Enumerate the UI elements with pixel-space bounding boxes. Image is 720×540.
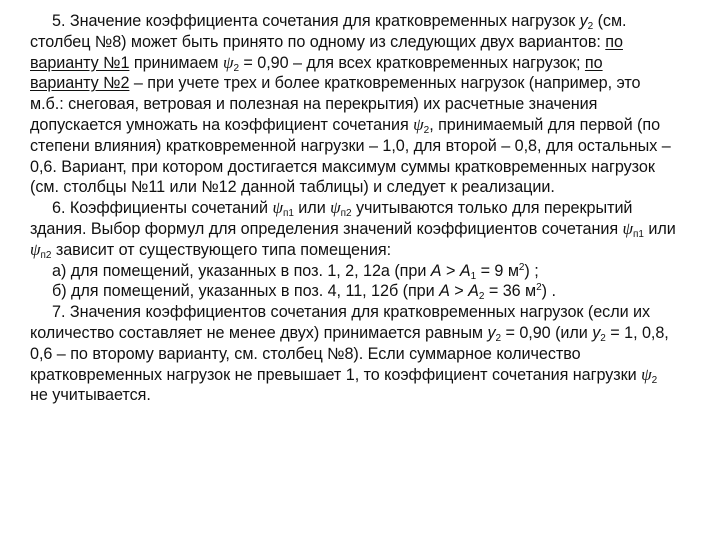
subscript: 2 <box>600 332 606 344</box>
symbol-psi: ψ <box>272 198 283 218</box>
text-run: – при учете трех и более кратковременных нагрузок (например, это <box>129 74 641 93</box>
symbol-y: у <box>579 12 588 30</box>
text-run: 0,6 – по второму варианту, см. столбец №8). Если суммарное количество <box>30 344 581 363</box>
text-run: 6. Коэффициенты сочетаний <box>52 199 273 218</box>
text-line <box>30 198 702 219</box>
symbol-psi: ψ <box>413 114 424 134</box>
text-run: не учитывается. <box>30 386 151 405</box>
text-run: кратковременных нагрузок не превышает 1, то коэффициент сочетания нагрузки <box>30 365 642 384</box>
symbol-psi: ψ <box>330 198 341 218</box>
underlined-text: варианту №1 <box>30 53 130 72</box>
text-run: 7. Значения коэффициентов сочетания для кратковременных нагрузок (если их <box>52 303 651 322</box>
text-run: а) для помещений, указанных в поз. 1, 2, 12а (при <box>52 261 431 280</box>
symbol-a: A <box>430 261 442 280</box>
subscript: 2 <box>233 62 239 74</box>
subscript: п2 <box>340 208 352 220</box>
text-line <box>30 240 702 261</box>
subscript: 2 <box>423 124 430 136</box>
text-line <box>30 385 702 406</box>
text-run: ) ; <box>524 261 539 280</box>
superscript: 2 <box>536 282 542 294</box>
text-run: количество составляет не менее двух) принимается равным <box>30 323 488 342</box>
text-line <box>30 302 702 323</box>
text-line <box>30 53 702 74</box>
underlined-text: по <box>605 32 623 51</box>
text-run: м.б.: снеговая, ветровая и полезная на перекрытия) их расчетные значения <box>30 95 598 114</box>
text-line <box>30 136 702 157</box>
text-line <box>30 344 702 365</box>
text-run: столбец №8) может быть принято по одному из следующих двух вариантов: <box>30 32 606 51</box>
symbol-a: A <box>459 261 471 280</box>
text-run: принимаем <box>129 53 223 72</box>
symbol-psi: ψ <box>30 239 41 259</box>
text-run: зависит от существующего типа помещения: <box>51 240 392 259</box>
symbol-psi: ψ <box>622 218 634 238</box>
text-line <box>30 115 702 136</box>
subscript: 1 <box>470 270 477 282</box>
text-line <box>30 261 702 282</box>
text-run: , принимаемый для первой (по <box>429 115 661 134</box>
subscript: 2 <box>478 291 485 303</box>
subscript: 2 <box>495 332 502 344</box>
text-run: = 36 м <box>484 282 537 301</box>
text-run: степени влияния) кратковременной нагрузки – 1,0, для второй – 0,8, для остальных – <box>30 136 671 155</box>
text-run: (см. <box>593 12 627 30</box>
symbol-psi: ψ <box>641 364 652 384</box>
text-line <box>30 73 702 94</box>
text-run: = 0,90 (или <box>501 323 593 342</box>
text-run: 0,6. Вариант, при котором достигается максимум суммы кратковременных нагрузок <box>30 157 655 176</box>
text-run: 5. Значение коэффициента сочетания для кратковременных нагрузок <box>52 12 580 30</box>
text-run: или <box>643 219 676 238</box>
subscript: 2 <box>587 21 594 32</box>
text-line <box>30 94 702 115</box>
text-run: б) для помещений, указанных в поз. 4, 11, 12б (при <box>52 282 440 301</box>
subscript: п1 <box>282 208 294 220</box>
text-run: > <box>449 282 469 301</box>
symbol-y: у <box>592 323 601 342</box>
text-run: или <box>293 199 331 218</box>
text-run: > <box>441 261 460 280</box>
text-run: допускается умножать на коэффициент сочетания <box>30 115 414 134</box>
text-run: ) . <box>541 282 556 301</box>
symbol-psi: ψ <box>222 52 234 72</box>
text-line <box>30 323 702 344</box>
text-line <box>30 219 702 240</box>
text-line <box>30 32 702 53</box>
text-run: (см. столбцы №11 или №12 данной таблицы) и следует к реализации. <box>30 178 555 197</box>
text-run: учитываются только для перекрытий <box>351 199 633 218</box>
underlined-text: варианту №2 <box>30 74 130 93</box>
text-line <box>30 365 702 386</box>
text-line <box>30 177 702 198</box>
text-line <box>30 157 702 178</box>
symbol-y: у <box>487 323 496 342</box>
subscript: 2 <box>651 374 658 386</box>
text-run: = 0,90 – для всех кратковременных нагрузок; <box>238 53 585 72</box>
subscript: п2 <box>40 249 52 261</box>
text-line <box>30 281 702 302</box>
subscript: п1 <box>633 228 644 240</box>
symbol-a: A <box>468 282 479 301</box>
text-line <box>30 11 702 32</box>
text-run: = 1, 0,8, <box>605 323 669 342</box>
symbol-a: A <box>439 282 450 301</box>
text-run: здания. Выбор формул для определения значений коэффициентов сочетания <box>30 219 623 238</box>
text-run: = 9 м <box>476 261 519 280</box>
superscript: 2 <box>518 261 525 273</box>
underlined-text: по <box>584 53 603 72</box>
